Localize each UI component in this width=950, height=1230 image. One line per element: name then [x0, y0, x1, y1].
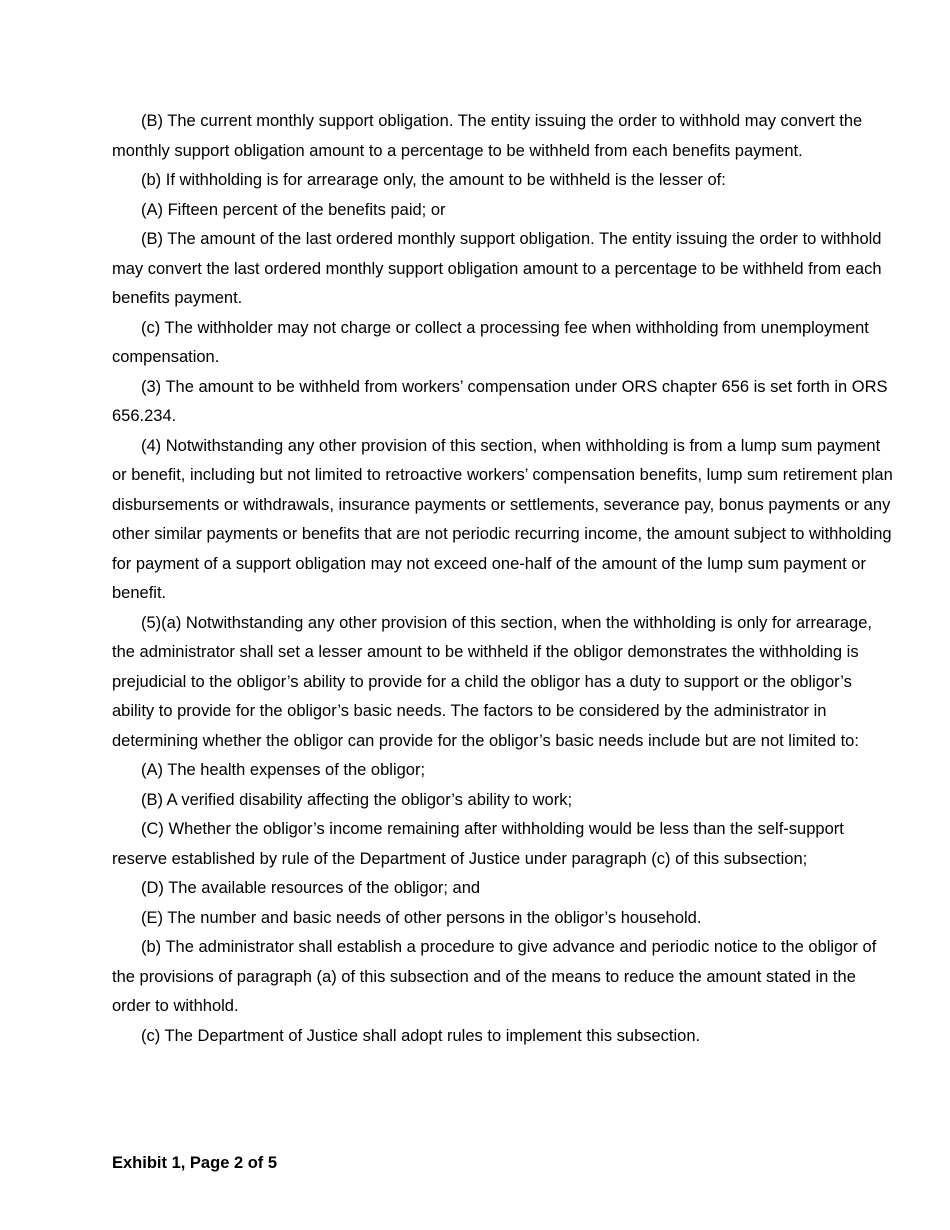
- paragraph-5c-rules: (c) The Department of Justice shall adopt rules to implement this subsection.: [141, 1026, 701, 1045]
- document-body: [112, 107, 897, 1051]
- paragraph-4-lump-sum: (4) Notwithstanding any other provision of this section, when withholding is from a lump sum payment or benefit, including but not limited to retroactive workers’ compensation benefits, lump sum retirement plan disbursements or withdrawals, insurance payments or settlements, severance pay, bonus payments or any other similar payments or benefits that are not periodic recurring income, the amount subject to withholding for payment of a support obligation may not exceed one-half of the amount of the lump sum payment or benefit.: [112, 436, 893, 602]
- paragraph-5a-self-support: (C) Whether the obligor’s income remaining after withholding would be less than the self-support reserve established by rule of the Department of Justice under paragraph (c) of this subsection;: [112, 820, 844, 868]
- paragraph-b-arrearage: (b) If withholding is for arrearage only, the amount to be withheld is the lesser of:: [141, 171, 726, 189]
- paragraph-5a-disability: (B) A verified disability affecting the obligor’s ability to work;: [141, 790, 573, 809]
- paragraph-c-processing-fee: (c) The withholder may not charge or collect a processing fee when withholding from unemployment compensation.: [112, 318, 869, 366]
- paragraph-5b-notice: (b) The administrator shall establish a procedure to give advance and periodic notice to the obligor of the provisions of paragraph (a) of this subsection and of the means to reduce the amount stated in the order to withhold.: [112, 938, 877, 1015]
- paragraph-a-fifteen-percent: (A) Fifteen percent of the benefits paid; or: [141, 200, 446, 219]
- paragraph-5a-resources: (D) The available resources of the obligor; and: [141, 879, 481, 897]
- paragraph-1b: (B) The current monthly support obligation. The entity issuing the order to withhold may convert the monthly support obligation amount to a percentage to be withheld from each benefits payment.: [112, 112, 863, 160]
- paragraph-5a-arrearage: (5)(a) Notwithstanding any other provision of this section, when the withholding is only for arrearage, the administrator shall set a lesser amount to be withheld if the obligor demonstrates the withholding is prejudicial to the obligor’s ability to provide for a child the obligor has a duty to support or the obligor’s ability to provide for the obligor’s basic needs. The factors to be considered by the administrator in determining whether the obligor can provide for the obligor’s basic needs include but are not limited to:: [112, 613, 872, 750]
- paragraph-3-workers-comp: (3) The amount to be withheld from workers’ compensation under ORS chapter 656 is set forth in ORS 656.234.: [112, 377, 888, 425]
- page-footer: Exhibit 1, Page 2 of 5: [112, 1154, 278, 1172]
- paragraph-5a-household: (E) The number and basic needs of other persons in the obligor’s household.: [141, 908, 702, 927]
- paragraph-b-last-ordered: (B) The amount of the last ordered monthly support obligation. The entity issuing the order to withhold may convert the last ordered monthly support obligation amount to a percentage to be withheld from each benefits payment.: [112, 230, 882, 307]
- paragraph-5a-health: (A) The health expenses of the obligor;: [141, 761, 426, 779]
